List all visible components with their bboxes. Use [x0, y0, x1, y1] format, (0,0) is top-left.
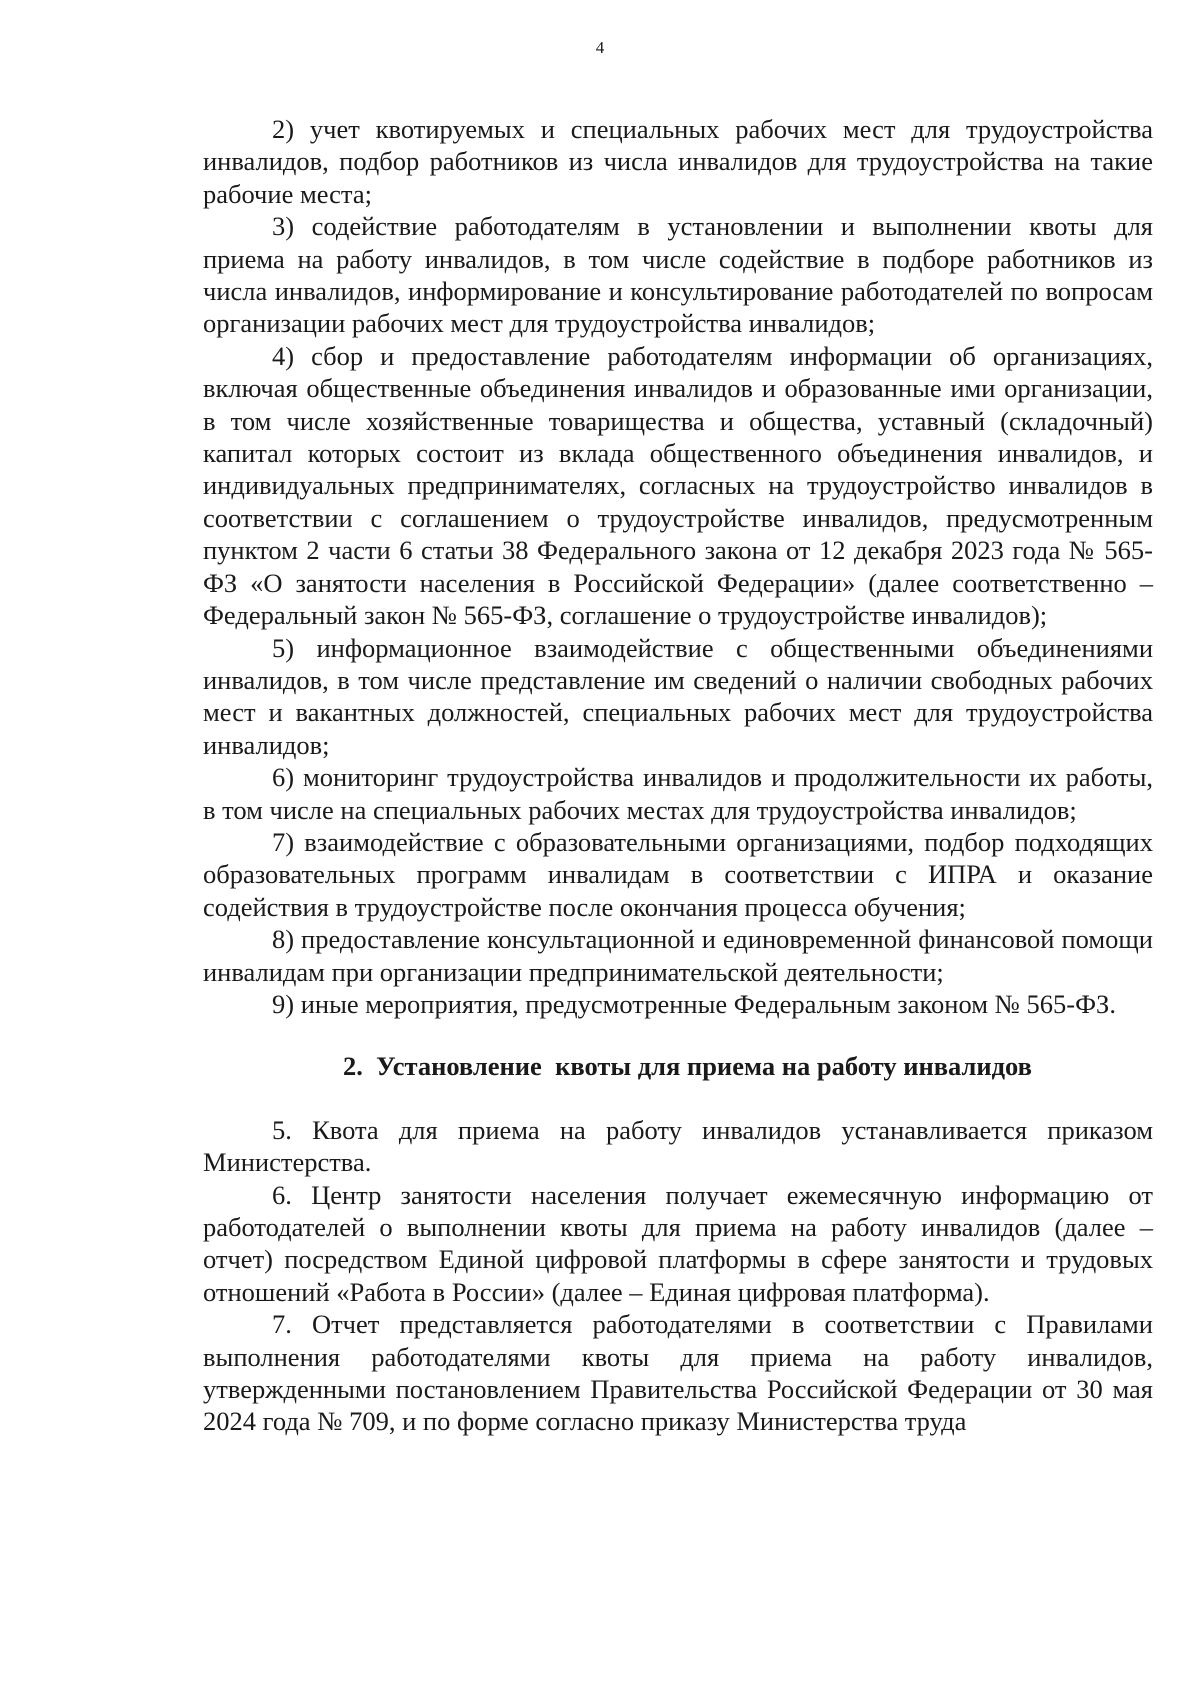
- list-item-4: 4) сбор и предоставление работодателям информации об организациях, включая общественные объединения инвалидов и образованные ими организации, в том числе хозяйственные товарищества и общества, уставный (складочный) капитал которых состоит из вклада общественного объединения инвалидов, и индивидуальных предпринимателях, согласных на трудоустройство инвалидов в соответствии с соглашением о трудоустройстве инвалидов, предусмотренным пунктом 2 части 6 статьи 38 Федерального закона от 12 декабря 2023 года № 565-ФЗ «О занятости населения в Российской Федерации» (далее соответственно – Федеральный закон № 565-ФЗ, соглашение о трудоустройстве инвалидов);: [203, 340, 1153, 631]
- list-item-3: 3) содействие работодателям в установлении и выполнении квоты для приема на работу инвалидов, в том числе содействие в подборе работников из числа инвалидов, информирование и консультирование работодателей по вопросам организации рабочих мест для трудоустройства инвалидов;: [203, 211, 1153, 339]
- list-item-7: 7) взаимодействие с образовательными организациями, подбор подходящих образовательных программ инвалидам в соответствии с ИПРА и оказание содействия в трудоустройстве после окончания процесса обучения;: [203, 826, 1153, 922]
- section-heading: 2. Установление квоты для приема на работу инвалидов: [343, 1051, 1032, 1082]
- list-item-6: 6) мониторинг трудоустройства инвалидов и продолжительности их работы, в том числе на специальных рабочих местах для трудоустройства инвалидов;: [203, 762, 1153, 825]
- list-item-5: 5) информационное взаимодействие с общественными объединениями инвалидов, в том числе представление им сведений о наличии свободных рабочих мест и вакантных должностей, специальных рабочих мест для трудоустройства инвалидов;: [203, 632, 1153, 760]
- document-body: [203, 113, 1153, 1438]
- clause-7: 7. Отчет представляется работодателями в соответствии с Правилами выполнения работодателями квоты для приема на работу инвалидов, утвержденными постановлением Правительства Российской Федерации от 30 мая 2024 года № 709, и по форме согласно приказу Министерства труда: [203, 1309, 1153, 1437]
- list-item-9: 9) иные мероприятия, предусмотренные Федеральным законом № 565-ФЗ.: [272, 988, 1116, 1019]
- list-item-2: 2) учет квотируемых и специальных рабочих мест для трудоустройства инвалидов, подбор работников из числа инвалидов для трудоустройства на такие рабочие места;: [203, 114, 1153, 209]
- clause-6: 6. Центр занятости населения получает ежемесячную информацию от работодателей о выполнении квоты для приема на работу инвалидов (далее – отчет) посредством Единой цифровой платформы в сфере занятости и трудовых отношений «Работа в России» (далее – Единая цифровая платформа).: [203, 1179, 1153, 1307]
- list-item-8: 8) предоставление консультационной и единовременной финансовой помощи инвалидам при организации предпринимательской деятельности;: [203, 924, 1153, 987]
- clause-5: 5. Квота для приема на работу инвалидов устанавливается приказом Министерства.: [203, 1114, 1153, 1178]
- page-number: 4: [595, 38, 605, 57]
